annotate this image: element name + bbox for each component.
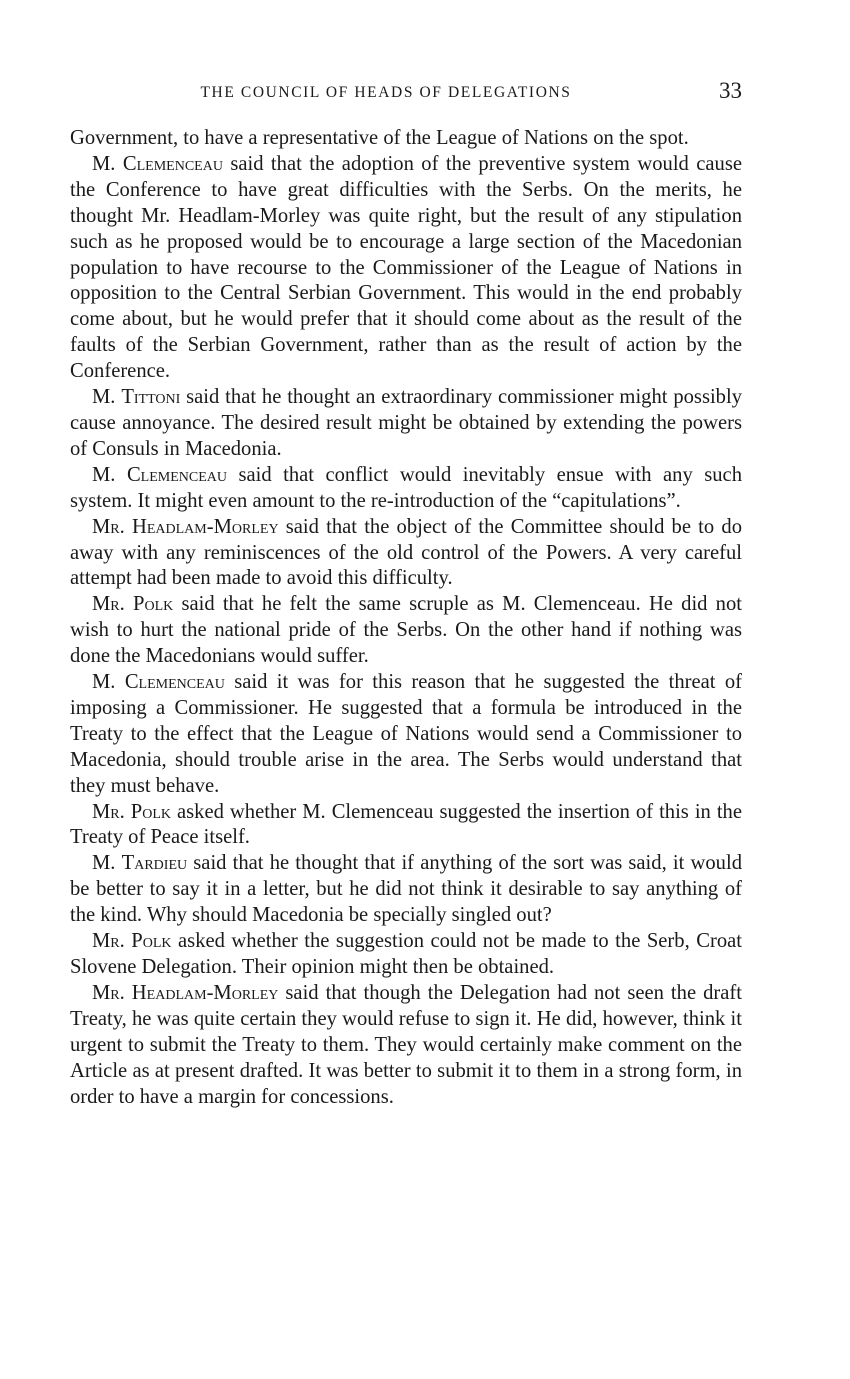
paragraph-text: said that he thought an extraordinary commissioner might possibly cause annoyance. The desired result might be obtained by extending the powers of Consuls in Macedonia. <box>70 386 742 460</box>
speaker-prefix: M. <box>92 671 125 694</box>
paragraph <box>70 592 742 670</box>
paragraph-text: said that the adoption of the preventive system would cause the Conference to have great difficulties with the Serbs. On the merits, he thought Mr. Headlam-Morley was quite right, but the result of any stipulation such as he proposed would be to encourage a large section of the Macedonian population to have recourse to the Commissioner of the League of Nations in opposition to the Central Serbian Government. This would in the end probably come about, but he would prefer that it should come about as the result of the faults of the Serbian Government, rather than as the result of action by the Conference. <box>70 152 742 383</box>
speaker-name: Mr. Polk <box>92 593 174 616</box>
speaker-name: Clemenceau <box>124 671 225 694</box>
paragraph-text: said that though the Delegation had not seen the draft Treaty, he was quite certain they would refuse to sign it. He did, however, think it urgent to submit the Treaty to them. They would certainly make comment on the Article as at present drafted. It was better to submit it to them in a strong form, in order to have a margin for concessions. <box>70 981 742 1108</box>
speaker-name: Mr. Headlam-Morley <box>92 515 279 538</box>
paragraph-text: said it was for this reason that he suggested the threat of imposing a Commissioner. He suggested that a formula be introduced in the Treaty to the effect that the League of Nations would send a Commissioner to Macedonia, should trouble arise in the area. The Serbs would understand that they must behave. <box>70 671 742 797</box>
document-page <box>70 78 742 1110</box>
paragraph-text: Government, to have a representative of the League of Nations on the spot. <box>70 127 689 149</box>
paragraph <box>70 126 742 152</box>
paragraph <box>70 929 742 981</box>
paragraph <box>70 515 742 593</box>
paragraph-text: said that conflict would inevitably ensue with any such system. It might even amount to the re-introduction of the “capitulations”. <box>70 463 742 512</box>
body-text <box>70 126 742 1110</box>
paragraph <box>70 152 742 385</box>
paragraph <box>70 463 742 515</box>
paragraph <box>70 981 742 1111</box>
paragraph <box>70 670 742 800</box>
running-title: THE COUNCIL OF HEADS OF DELEGATIONS <box>200 84 572 101</box>
paragraph-text: said that the object of the Committee should be to do away with any reminiscences of the old control of the Powers. A very careful attempt had been made to avoid this difficulty. <box>70 515 742 590</box>
speaker-name: Tittoni <box>121 386 181 409</box>
speaker-prefix: M. <box>92 152 123 175</box>
speaker-prefix: M. <box>92 852 122 875</box>
paragraph <box>70 851 742 929</box>
running-header <box>70 78 742 112</box>
speaker-name: Mr. Polk <box>92 800 172 823</box>
speaker-prefix: M. <box>92 386 122 409</box>
paragraph-text: asked whether M. Clemenceau suggested the insertion of this in the Treaty of Peace itself. <box>70 800 742 849</box>
speaker-name: Mr. Polk <box>92 930 172 953</box>
speaker-name: Clemenceau <box>122 152 223 175</box>
paragraph-text: said that he felt the same scruple as M. Clemenceau. He did not wish to hurt the national pride of the Serbs. On the other hand if nothing was done the Macedonians would suffer. <box>70 593 742 668</box>
speaker-name: Clemenceau <box>126 463 227 486</box>
paragraph-text: asked whether the suggestion could not be made to the Serb, Croat Slovene Delegation. Their opinion might then be obtained. <box>70 930 742 978</box>
speaker-name: Tardieu <box>121 852 188 875</box>
speaker-prefix: M. <box>92 463 127 486</box>
paragraph-text: said that he thought that if anything of the sort was said, it would be better to say it in a letter, but he did not think it desirable to say anything of the kind. Why should Macedonia be specially singled out? <box>70 852 742 927</box>
paragraph <box>70 800 742 852</box>
page-number: 33 <box>719 78 742 103</box>
speaker-name: Mr. Headlam-Morley <box>92 981 279 1004</box>
paragraph <box>70 385 742 463</box>
